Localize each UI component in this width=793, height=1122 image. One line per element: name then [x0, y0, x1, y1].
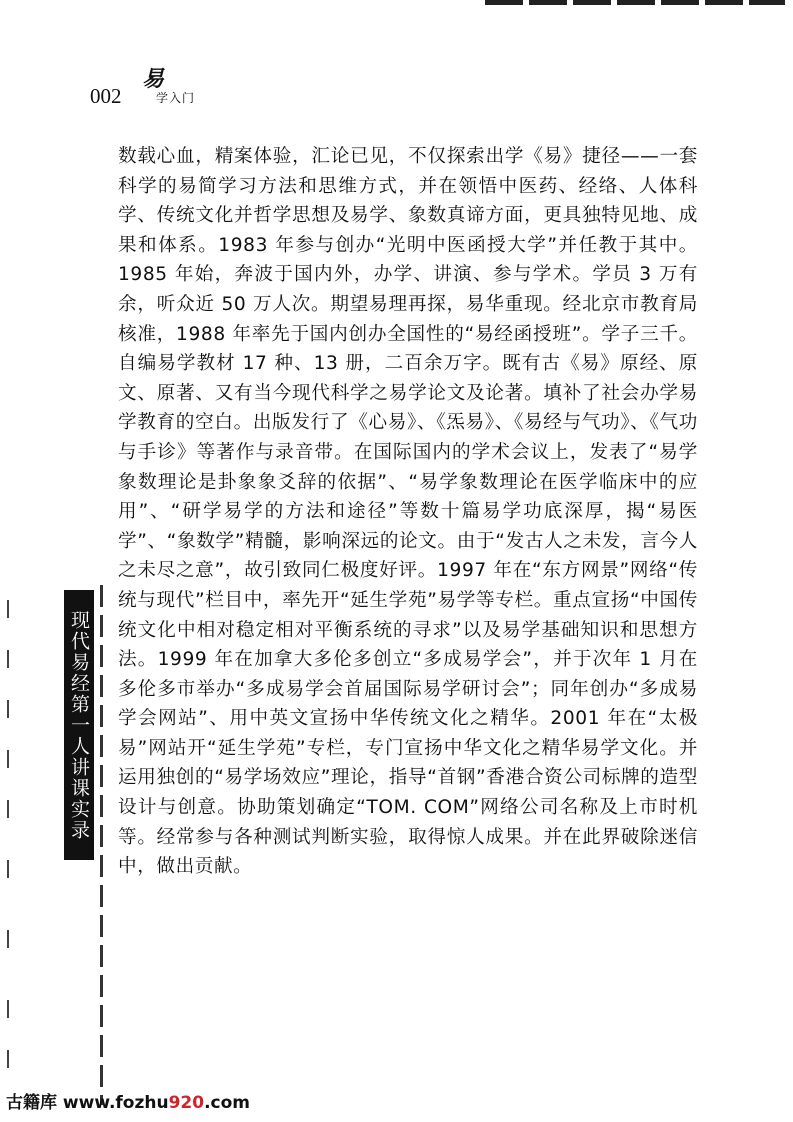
margin-tick	[7, 930, 9, 948]
top-border-rule	[485, 0, 785, 5]
body-paragraph: 数载心血，精案体验，汇论已见，不仅探索出学《易》捷径——一套科学的易简学习方法和思维方式，并在领悟中医药、经络、人体科学、传统文化并哲学思想及易学、象数真谛方面，更具独特见地、成果和体系。1983 年参与创办“光明中医函授大学”并任教于其中。1985 年始，奔波于国内外，办学、讲演、参与学术。学员 3 万有余，听众近 50 万人次。期望易理再探，易华重现。经北京市教育局核准，1988 年率先于国内创办全国性的“易经函授班”。学子三千。自编易学教材 17 种、13 册，二百余万字。既有古《易》原经、原文、原著、又有当今现代科学之易学论文及论著。填补了社会办学易学教育的空白。出版发行了《心易》、《炁易》、《易经与气功》、《气功与手诊》等著作与录音带。在国际国内的学术会议上，发表了“易学象数理论是卦象象爻辞的依据”、“易学象数理论在医学临床中的应用”、“研学易学的方法和途径”等数十篇易学功底深厚，揭“易医学”、“象数学”精髓，影响深远的论文。由于“发古人之未发，言今人之未尽之意”，故引致同仁极度好评。1997 年在“东方网景”网络“传统与现代”栏目中，率先开“延生学苑”易学等专栏。重点宣扬“中国传统文化中相对稳定相对平衡系统的寻求”以及易学基础知识和思想方法。1999 年在加拿大多伦多创立“多成易学会”，并于次年 1 月在多伦多市举办“多成易学会首届国际易学研讨会”；同年创办“多成易学会网站”、用中英文宣扬中华传统文化之精华。2001 年在“太极易”网站开“延生学苑”专栏，专门宣扬中华文化之精华易学文化。并运用独创的“易学场效应”理论，指导“首钢”香港合资公司标牌的造型设计与创意。协助策划确定“TOM. COM”网络公司名称及上市时机等。经常参与各种测试判断实验，取得惊人成果。并在此界破除迷信中，做出贡献。	[118, 146, 698, 878]
margin-tick	[7, 1000, 9, 1018]
margin-tick	[7, 750, 9, 768]
series-title-sub: 学入门	[156, 91, 196, 105]
watermark-prefix: 古籍库 www.fozhu	[6, 1093, 169, 1113]
watermark-suffix: .com	[204, 1093, 251, 1113]
margin-tick	[7, 860, 9, 878]
margin-tick	[7, 800, 9, 818]
series-title-main: 易	[142, 66, 165, 92]
margin-tick	[7, 650, 9, 668]
side-dashed-line	[100, 585, 103, 1105]
page-header	[90, 62, 290, 112]
side-tab-book-title: 现代易经第一人讲课实录	[64, 590, 94, 860]
margin-tick	[7, 600, 9, 618]
margin-tick	[7, 1050, 9, 1068]
margin-tick	[7, 700, 9, 718]
watermark-accent: 920	[168, 1093, 205, 1113]
page-number: 002	[90, 84, 122, 108]
watermark	[6, 1088, 250, 1113]
